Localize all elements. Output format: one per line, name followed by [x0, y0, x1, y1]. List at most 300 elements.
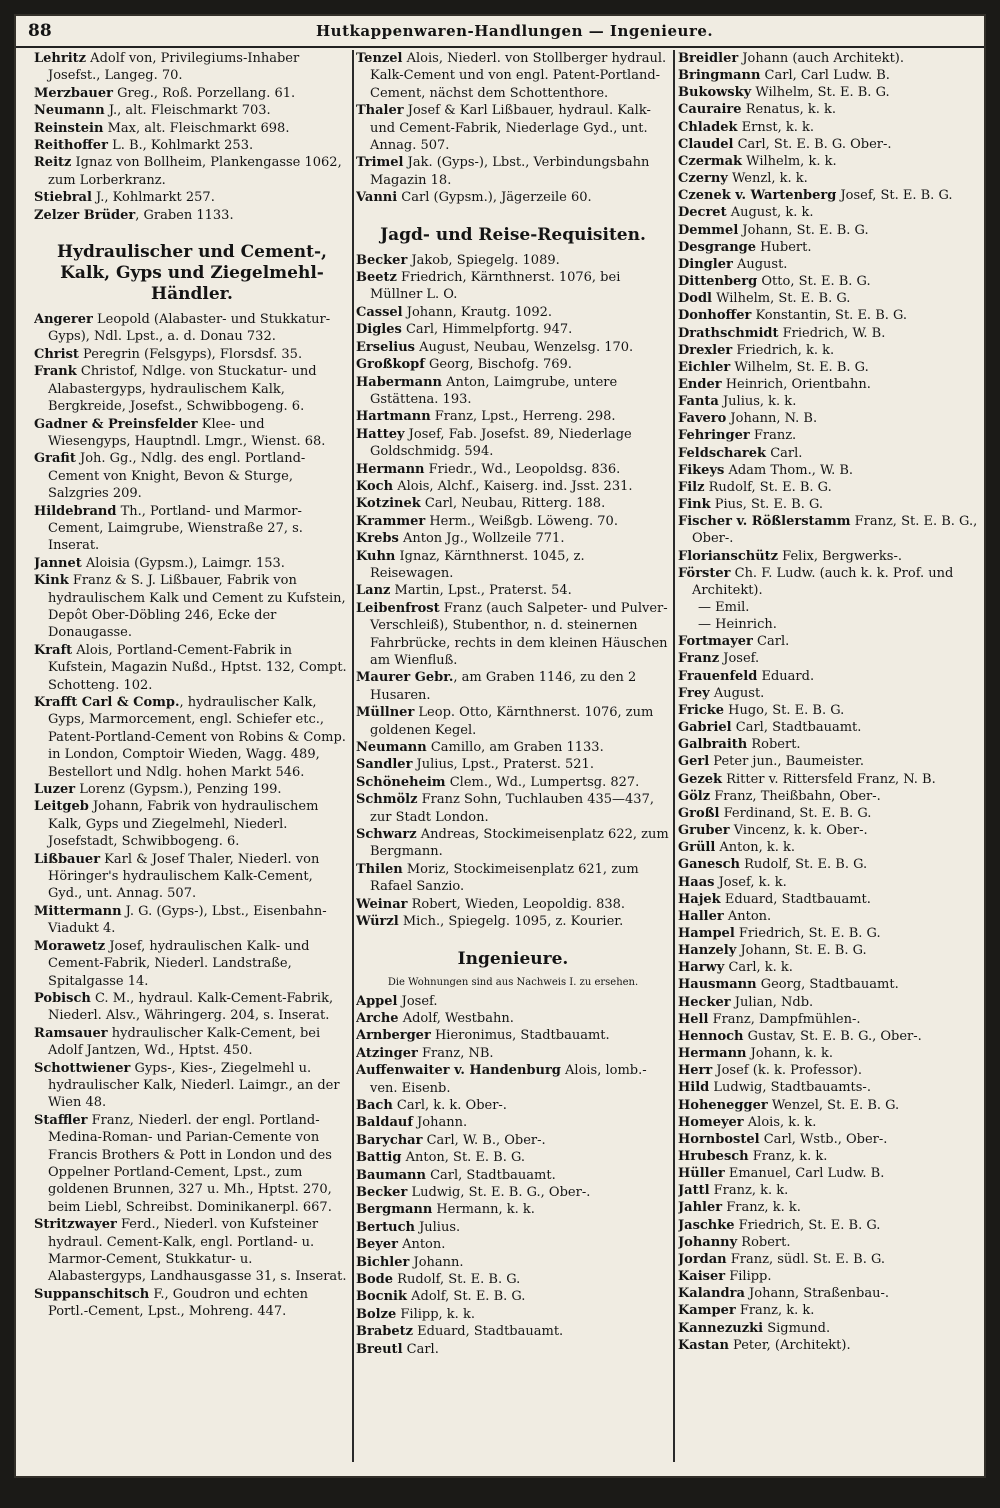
directory-entry	[356, 1045, 670, 1062]
entry-text: Franz Sohn, Tuchlauben 435—437, zur Stadt London.	[370, 792, 654, 825]
directory-entry	[678, 668, 978, 685]
entry-name: Koch	[356, 478, 394, 494]
entry-text: Rudolf, St. E. B. G.	[704, 479, 832, 495]
entry-name: Jahler	[678, 1200, 723, 1216]
directory-entry	[356, 304, 670, 321]
entry-name: Pobisch	[34, 990, 91, 1006]
entry-text: Friedr., Wd., Leopoldsg. 836.	[424, 461, 621, 477]
entry-name: Weinar	[356, 896, 408, 912]
directory-entry	[34, 189, 350, 206]
entry-name: Haller	[678, 908, 724, 924]
entry-name: Hampel	[678, 925, 735, 941]
directory-entry	[356, 1097, 670, 1114]
directory-entry	[356, 513, 670, 530]
directory-entry	[356, 339, 670, 356]
entry-text: Andreas, Stockimeisenplatz 622, zum Bergmann.	[370, 827, 669, 860]
directory-entry	[34, 1112, 350, 1216]
directory-entry	[356, 548, 670, 583]
directory-entry	[678, 616, 978, 633]
column-1	[34, 50, 350, 1466]
entry-name: Kamper	[678, 1303, 736, 1319]
directory-entry	[356, 774, 670, 791]
entry-text: Carl, W. B., Ober-.	[422, 1132, 546, 1148]
entry-name: Fanta	[678, 394, 719, 410]
entry-text: Georg, Bischofg. 769.	[424, 357, 572, 373]
entry-text: Herm., Weißgb. Löweng. 70.	[425, 513, 618, 529]
directory-entry	[356, 739, 670, 756]
entry-text: Julius.	[414, 1219, 461, 1235]
entry-text: Julius, k. k.	[718, 394, 797, 410]
entry-name: Reithoffer	[34, 138, 108, 154]
entry-name: Becker	[356, 252, 408, 268]
entry-name: Appel	[356, 993, 398, 1009]
entry-name: Schottwiener	[34, 1060, 131, 1076]
entry-name: Bolze	[356, 1306, 397, 1322]
directory-entry	[678, 239, 978, 256]
directory-entry	[678, 342, 978, 359]
entry-name: Claudel	[678, 136, 734, 152]
entry-name: Ender	[678, 376, 722, 392]
column-divider	[352, 50, 354, 1462]
entry-text: Emanuel, Carl Ludw. B.	[724, 1166, 885, 1182]
entry-name: Tenzel	[356, 51, 403, 66]
directory-entry	[678, 136, 978, 153]
entry-name: Herr	[678, 1063, 713, 1079]
entry-text: Johann, Straßenbau-.	[744, 1286, 890, 1302]
entry-name: Kuhn	[356, 548, 396, 564]
entry-text: Gyps-, Kies-, Ziegelmehl u. hydraulischer Kalk, Niederl. Laimgr., an der Wien 48.	[48, 1060, 340, 1111]
entry-text: Ernst, k. k.	[737, 119, 815, 135]
entry-name: Galbraith	[678, 737, 748, 753]
entry-name: Leitgeb	[34, 799, 89, 815]
entry-text: Anton.	[723, 908, 772, 924]
entry-text: Alois, k. k.	[743, 1114, 817, 1130]
page-number: 88	[28, 21, 52, 41]
directory-entry	[678, 753, 978, 770]
entry-text: Josef, Fab. Josefst. 89, Niederlage Goldschmidg. 594.	[370, 426, 632, 460]
entry-text: Karl & Josef Thaler, Niederl. von Höringer's hydraulischem Kalk-Cement, Gyd., unt. Annag. 507.	[48, 851, 320, 902]
entry-text: J., alt. Fleischmarkt 703.	[104, 103, 271, 119]
directory-entry	[678, 1011, 978, 1028]
entry-name: Bergmann	[356, 1202, 433, 1218]
entry-name: Leibenfrost	[356, 600, 440, 616]
entry-name: Haas	[678, 874, 715, 890]
directory-entry	[678, 1079, 978, 1096]
entry-name: Becker	[356, 1184, 408, 1200]
entry-name: Fehringer	[678, 428, 750, 444]
entry-text: Josef (k. k. Professor).	[712, 1063, 862, 1079]
entry-name: Schmölz	[356, 792, 418, 808]
directory-entry	[356, 478, 670, 495]
directory-entry	[678, 513, 978, 547]
entry-text: Peter, (Architekt).	[728, 1337, 851, 1353]
entry-name: Hild	[678, 1080, 710, 1096]
directory-entry	[34, 450, 350, 502]
entry-text: Anton, St. E. B. G.	[401, 1150, 526, 1166]
directory-page	[16, 16, 984, 1476]
directory-entry	[356, 600, 670, 670]
entry-name: Maurer Gebr.	[356, 670, 454, 686]
entry-text: Adolf von, Privilegiums-Inhaber Josefst., Langeg. 70.	[48, 51, 300, 84]
directory-entry	[678, 805, 978, 822]
entry-name: Decret	[678, 205, 727, 221]
directory-entry	[678, 702, 978, 719]
directory-entry	[34, 85, 350, 102]
directory-entry	[356, 269, 670, 304]
entry-text: Georg, Stadtbauamt.	[756, 977, 899, 993]
entry-name: Bocnik	[356, 1289, 407, 1305]
directory-entry	[34, 990, 350, 1025]
directory-entry	[678, 1114, 978, 1131]
entry-text: Otto, St. E. B. G.	[757, 274, 871, 290]
entry-text: August, Neubau, Wenzelsg. 170.	[415, 339, 634, 355]
directory-entry	[34, 207, 350, 224]
directory-entry	[678, 1234, 978, 1251]
entry-name: Vanni	[356, 190, 398, 206]
entry-name: Jaschke	[678, 1217, 735, 1233]
entry-text: Lorenz (Gypsm.), Penzing 199.	[75, 782, 282, 798]
entry-name: Digles	[356, 322, 402, 338]
entry-text: Carl, k. k.	[724, 960, 793, 976]
entry-text: Sigmund.	[763, 1320, 831, 1336]
entry-name: Fischer v. Rößlerstamm	[678, 514, 851, 530]
entry-name: Czerny	[678, 171, 728, 187]
entry-text: Wenzl, k. k.	[727, 171, 808, 187]
entry-text: Johann, Krautg. 1092.	[402, 304, 553, 320]
directory-entry	[678, 1320, 978, 1337]
entry-text: Ludwig, St. E. B. G., Ober-.	[407, 1184, 591, 1200]
entry-text: Ch. F. Ludw. (auch k. k. Prof. und Architekt).	[692, 565, 954, 598]
entry-name: Baumann	[356, 1167, 426, 1183]
entry-text: J. G. (Gyps-), Lbst., Eisenbahn-Viadukt 4.	[48, 903, 327, 937]
entry-text: Johann, St. E. B. G.	[736, 943, 867, 959]
directory-entry	[678, 67, 978, 84]
entry-text: Wilhelm, St. E. B. G.	[711, 291, 851, 307]
directory-entry	[356, 1027, 670, 1044]
entry-name: Bringmann	[678, 68, 761, 84]
entry-name: Hüller	[678, 1166, 725, 1182]
entry-name: Baldauf	[356, 1115, 413, 1131]
entry-text: F., Goudron und echten Portl.-Cement, Lpst., Mohreng. 447.	[48, 1286, 309, 1320]
entry-text: Leop. Otto, Kärnthnerst. 1076, zum goldenen Kegel.	[370, 705, 654, 738]
directory-entry	[356, 374, 670, 409]
directory-entry	[356, 1219, 670, 1236]
entry-text: Franz & S. J. Lißbauer, Fabrik von hydraulischem Kalk und Cement zu Kufstein, Depôt Ober-Döbling 246, Ecke der Donaugasse.	[48, 573, 346, 641]
directory-entry	[356, 495, 670, 512]
directory-entry	[678, 84, 978, 101]
entry-text: Christof, Ndlge. von Stuckatur- und Alabastergyps, hydraulischem Kalk, Bergkreide, Josefst., Schwibbogeng. 6.	[48, 364, 317, 415]
entry-text: Renatus, k. k.	[741, 102, 836, 118]
entry-name: Morawetz	[34, 938, 106, 954]
entry-text: Friedrich, W. B.	[778, 325, 886, 341]
entry-text: Felix, Bergwerks-.	[778, 548, 902, 564]
directory-entry	[34, 851, 350, 903]
entry-name: Erselius	[356, 339, 415, 355]
entry-name: Dittenberg	[678, 274, 758, 290]
entry-text: Eduard, Stadtbauamt.	[720, 891, 871, 907]
directory-entry	[356, 154, 670, 189]
entry-text: Camillo, am Graben 1133.	[426, 740, 604, 756]
entry-text: Gustav, St. E. B. G., Ober-.	[743, 1028, 922, 1044]
directory-entry	[356, 530, 670, 547]
directory-entry	[678, 325, 978, 342]
entry-text: Johann, St. E. B. G.	[738, 222, 869, 238]
entry-text: Filipp.	[725, 1269, 772, 1285]
entry-text: Peter jun., Baumeister.	[709, 754, 864, 770]
entry-text: Alois, Alchf., Kaiserg. ind. Jsst. 231.	[393, 478, 633, 494]
directory-entry	[678, 307, 978, 324]
entry-name: Hell	[678, 1011, 709, 1027]
directory-entry	[678, 788, 978, 805]
entry-name: Gerl	[678, 754, 710, 770]
directory-entry	[678, 1268, 978, 1285]
directory-entry	[356, 1184, 670, 1201]
directory-entry	[356, 913, 670, 930]
entry-name: Krafft Carl & Comp.	[34, 695, 180, 710]
entry-text: J., Kohlmarkt 257.	[91, 190, 215, 206]
entry-text: Johann (auch Architekt).	[738, 51, 904, 66]
entry-text: L. B., Kohlmarkt 253.	[107, 138, 254, 154]
section-title: Jagd- und Reise-Requisiten.	[380, 224, 646, 245]
entry-name: Schwarz	[356, 827, 417, 843]
entry-text: Eduard.	[757, 668, 815, 684]
entry-text: Anton, k. k.	[715, 840, 796, 856]
entry-name: Gölz	[678, 788, 711, 804]
entry-text: Ignaz von Bollheim, Plankengasse 1062, zum Lorberkranz.	[48, 155, 342, 188]
entry-text: Mich., Spiegelg. 1095, z. Kourier.	[398, 914, 624, 930]
entry-name: Florianschütz	[678, 548, 779, 564]
entry-text: August.	[732, 256, 788, 272]
entry-name: Lehritz	[34, 51, 87, 66]
entry-name: Hanzely	[678, 943, 737, 959]
entry-name: Dodl	[678, 291, 712, 307]
directory-entry	[356, 582, 670, 599]
entry-text: Martin, Lpst., Praterst. 54.	[390, 583, 572, 599]
entry-list	[356, 50, 670, 207]
entry-list	[356, 993, 670, 1359]
entry-text: Joh. Gg., Ndlg. des engl. Portland-Cement von Knight, Bevon & Sturge, Salzgries 209.	[48, 451, 306, 502]
directory-entry	[356, 321, 670, 338]
entry-text: Hugo, St. E. B. G.	[723, 702, 845, 718]
entry-name: Hecker	[678, 994, 731, 1010]
entry-name: Gruber	[678, 823, 730, 839]
directory-entry	[678, 1302, 978, 1319]
entry-name: Kastan	[678, 1337, 729, 1353]
entry-text: Carl, Carl Ludw. B.	[760, 68, 890, 84]
entry-text: Jak. (Gyps-), Lbst., Verbindungsbahn Magazin 18.	[370, 155, 650, 188]
entry-text: Josef & Karl Lißbauer, hydraul. Kalk- und Cement-Fabrik, Niederlage Gyd., unt. Annag. 507.	[370, 103, 651, 154]
directory-entry	[34, 642, 350, 694]
entry-name: Hermann	[356, 461, 425, 477]
entry-name: Großl	[678, 805, 720, 821]
entry-list	[356, 252, 670, 931]
entry-name: Bode	[356, 1272, 394, 1287]
entry-text: Rudolf, St. E. B. G.	[393, 1272, 521, 1287]
directory-entry	[678, 822, 978, 839]
entry-name: Hrubesch	[678, 1149, 749, 1164]
entry-text: Wilhelm, St. E. B. G.	[751, 85, 890, 101]
entry-name: Kotzinek	[356, 496, 421, 512]
entry-text: Carl, Himmelpfortg. 947.	[401, 322, 573, 338]
entry-name: Hartmann	[356, 409, 431, 425]
entry-name: Feldscharek	[678, 445, 767, 461]
directory-entry	[34, 938, 350, 990]
entry-name: Dingler	[678, 256, 733, 272]
entry-name: Johanny	[678, 1234, 738, 1250]
entry-text: Johann.	[409, 1254, 464, 1270]
entry-text: Alois, Portland-Cement-Fabrik in Kufstein, Magazin Nußd., Hptst. 132, Compt. Schotteng. 102.	[48, 642, 347, 693]
entry-text: Moriz, Stockimeisenplatz 621, zum Rafael Sanzio.	[370, 861, 639, 895]
directory-entry	[34, 416, 350, 451]
entry-name: Stritzwayer	[34, 1217, 117, 1233]
entry-text: , am Graben 1146, zu den 2 Husaren.	[370, 670, 637, 703]
directory-entry	[678, 187, 978, 204]
directory-entry	[678, 685, 978, 702]
entry-text: Hermann, k. k.	[432, 1202, 535, 1218]
entry-name: Staffler	[34, 1112, 88, 1128]
entry-name: Reinstein	[34, 120, 104, 136]
entry-name: Zelzer Brüder	[34, 207, 136, 223]
entry-text: Alois, Niederl. von Stollberger hydraul. Kalk-Cement und von engl. Patent-Portland-Cement, nächst dem Schottenthore.	[370, 51, 667, 101]
directory-entry	[678, 170, 978, 187]
directory-entry	[356, 426, 670, 461]
directory-entry	[678, 101, 978, 118]
entry-text: Carl, Neubau, Ritterg. 188.	[420, 496, 606, 512]
directory-entry	[34, 363, 350, 415]
entry-name: Hausmann	[678, 977, 757, 993]
entry-text: , Graben 1133.	[135, 207, 234, 223]
section-title: Ingenieure.	[457, 948, 569, 969]
directory-entry	[678, 393, 978, 410]
entry-text: Carl.	[752, 634, 790, 650]
entry-name: Habermann	[356, 374, 442, 390]
entry-name: Bach	[356, 1097, 393, 1113]
entry-text: Friedrich, k. k.	[732, 342, 835, 358]
directory-entry	[34, 798, 350, 850]
directory-entry	[356, 791, 670, 826]
entry-name: Würzl	[356, 914, 399, 930]
directory-entry	[34, 1286, 350, 1321]
entry-text: Friedrich, St. E. B. G.	[734, 925, 881, 941]
entry-text: Vincenz, k. k. Ober-.	[729, 823, 868, 839]
entry-name: Kink	[34, 573, 69, 589]
directory-entry	[356, 1236, 670, 1253]
entry-text: Carl.	[402, 1341, 439, 1357]
entry-text: Franz, NB.	[417, 1045, 494, 1061]
entry-text: Anton Jg., Wollzeile 771.	[398, 531, 565, 547]
entry-text: Josef.	[719, 651, 760, 667]
entry-name: Gadner & Preinsfelder	[34, 416, 198, 432]
entry-text: — Emil.	[698, 600, 750, 615]
running-title: Hutkappenwaren-Handlungen — Ingenieure.	[316, 22, 714, 40]
entry-name: Bukowsky	[678, 85, 752, 101]
directory-entry	[678, 153, 978, 170]
entry-name: Schöneheim	[356, 774, 446, 790]
entry-name: Cassel	[356, 304, 403, 320]
entry-name: Thilen	[356, 861, 403, 877]
directory-entry	[678, 1337, 978, 1354]
entry-name: Kaiser	[678, 1269, 726, 1285]
directory-entry	[678, 1097, 978, 1114]
entry-name: Ramsauer	[34, 1025, 108, 1041]
directory-entry	[356, 1306, 670, 1323]
entry-name: Bichler	[356, 1254, 410, 1270]
directory-entry	[678, 410, 978, 427]
entry-text: Friedrich, St. E. B. G.	[734, 1217, 881, 1233]
entry-name: Kalandra	[678, 1286, 745, 1302]
entry-text: Aloisia (Gypsm.), Laimgr. 153.	[81, 555, 285, 571]
entry-name: Fricke	[678, 702, 724, 718]
directory-entry	[678, 1028, 978, 1045]
entry-text: hydraulischer Kalk-Cement, bei Adolf Jantzen, Wd., Hptst. 450.	[48, 1025, 321, 1059]
entry-name: Stiebral	[34, 190, 92, 206]
directory-entry	[34, 781, 350, 798]
entry-name: Fink	[678, 497, 711, 513]
entry-name: Suppanschitsch	[34, 1286, 150, 1302]
entry-text: Carl, Stadtbauamt.	[425, 1167, 556, 1183]
directory-entry	[678, 359, 978, 376]
directory-entry	[356, 1288, 670, 1305]
directory-entry	[356, 1149, 670, 1166]
directory-entry	[678, 959, 978, 976]
entry-name: Gabriel	[678, 720, 732, 736]
entry-text: Friedrich, Kärnthnerst. 1076, bei Müllner L. O.	[370, 270, 621, 303]
entry-name: Hildebrand	[34, 503, 117, 519]
entry-name: Barychar	[356, 1132, 423, 1148]
directory-entry	[678, 599, 978, 616]
entry-text: Carl (Gypsm.), Jägerzeile 60.	[397, 190, 592, 206]
directory-entry	[356, 1132, 670, 1149]
entry-name: Merzbauer	[34, 85, 113, 101]
entry-name: Lißbauer	[34, 851, 101, 867]
entry-name: Kraft	[34, 642, 73, 658]
entry-text: Wilhelm, k. k.	[742, 153, 837, 169]
directory-entry	[678, 50, 978, 67]
entry-list	[678, 50, 978, 1354]
directory-entry	[356, 704, 670, 739]
entry-text: Konstantin, St. E. B. G.	[751, 308, 908, 324]
directory-entry	[678, 290, 978, 307]
entry-text: Anton.	[397, 1237, 446, 1253]
entry-text: Adolf, Westbahn.	[398, 1010, 514, 1026]
entry-name: Hermann	[678, 1046, 747, 1062]
entry-text: Peregrin (Felsgyps), Florsdsf. 35.	[78, 346, 303, 362]
entry-name: Atzinger	[356, 1045, 418, 1061]
entry-text: Clem., Wd., Lumpertsg. 827.	[445, 774, 640, 790]
entry-name: Sandler	[356, 757, 413, 773]
directory-entry	[356, 408, 670, 425]
directory-entry	[34, 346, 350, 363]
entry-text: August.	[709, 685, 765, 701]
entry-text: Wilhelm, St. E. B. G.	[730, 359, 869, 375]
entry-text: Rudolf, St. E. B. G.	[739, 857, 868, 873]
entry-text: , hydraulischer Kalk, Gyps, Marmorcement, engl. Schiefer etc., Patent-Portland-Cement von Robins & Comp. in London, Comptoir Wieden, Wagg. 489, Bestellort und Ndlg. hohen Markt 546.	[48, 695, 346, 780]
entry-text: Robert.	[747, 737, 801, 753]
directory-entry	[356, 461, 670, 478]
entry-list	[34, 311, 350, 1321]
entry-name: Grafit	[34, 451, 76, 467]
entry-text: Ferd., Niederl. von Kufsteiner hydraul. Cement-Kalk, engl. Portland- u. Marmor-Cement, Stukkatur- u. Alabastergyps, Landhausgasse 31, s. Inserat.	[48, 1217, 347, 1285]
directory-entry	[678, 925, 978, 942]
entry-text: Franz, k. k.	[709, 1183, 789, 1199]
entry-name: Beetz	[356, 270, 397, 286]
directory-entry	[678, 445, 978, 462]
directory-entry	[34, 903, 350, 938]
entry-name: Auffenwaiter v. Handenburg	[356, 1063, 561, 1079]
entry-text: Filipp, k. k.	[396, 1306, 475, 1322]
entry-name: Arche	[356, 1010, 399, 1026]
entry-name: Fikeys	[678, 462, 725, 478]
